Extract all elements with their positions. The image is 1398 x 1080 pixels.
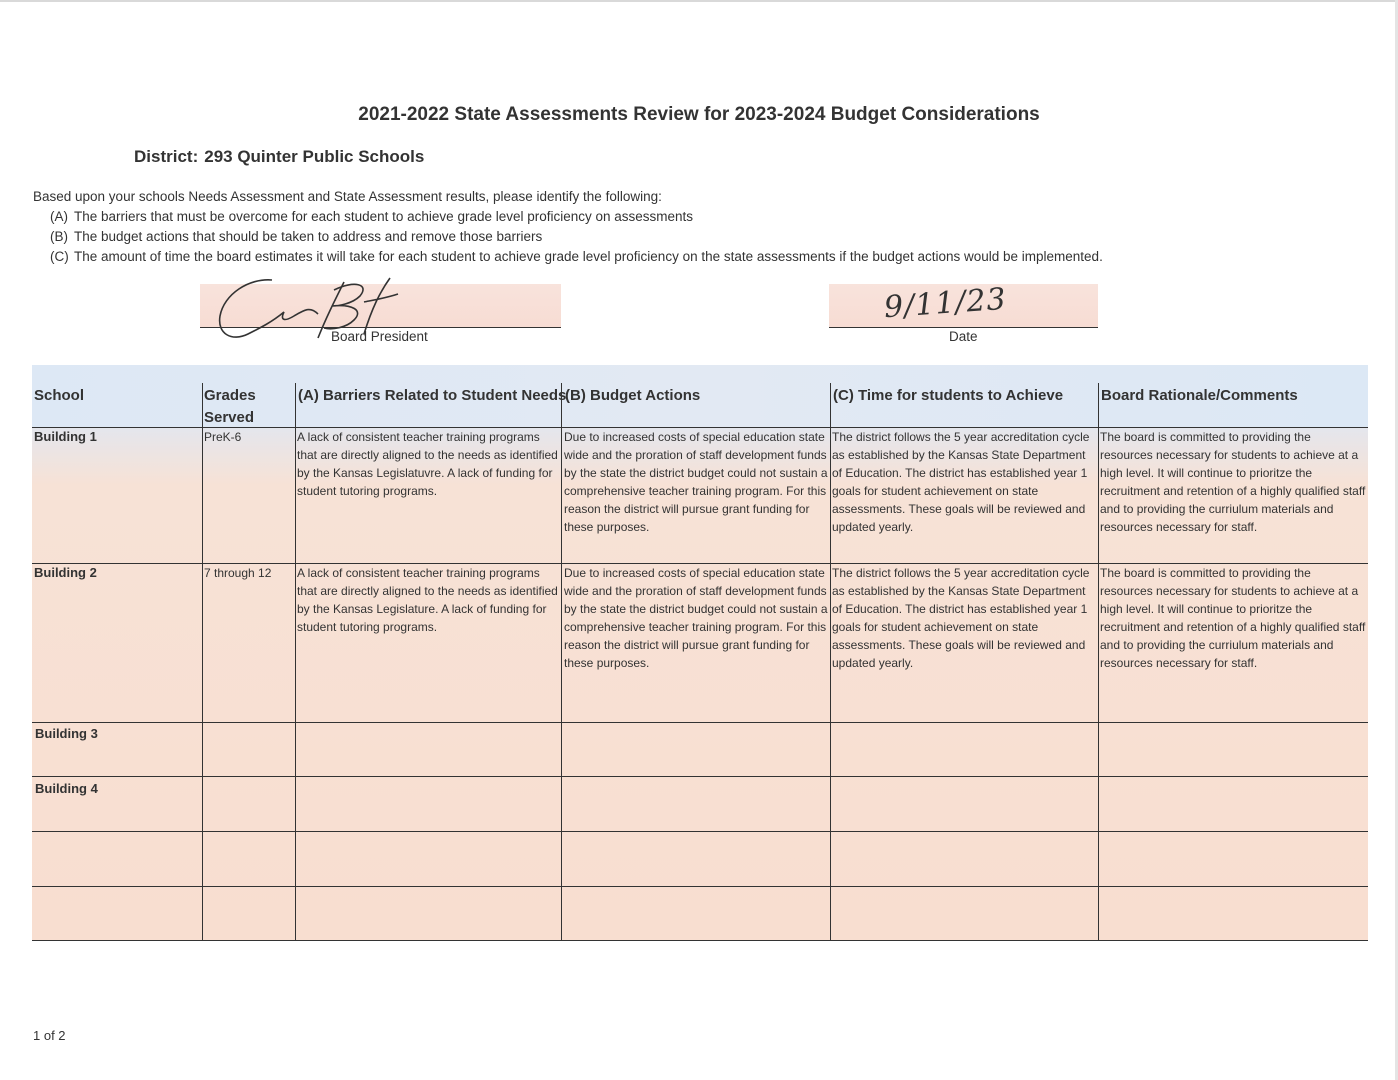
signature-label: Board President bbox=[331, 329, 428, 344]
date-label: Date bbox=[949, 329, 978, 344]
header-time: (C) Time for students to Achieve bbox=[833, 387, 1064, 404]
district-label: District: bbox=[134, 147, 199, 166]
column-divider bbox=[295, 383, 296, 941]
row-budget: Due to increased costs of special education state wide and the proration of staff development funds by the state the district budget could not sustain a comprehensive teacher training program. For this reason the district will pursue grant funding for these purposes. bbox=[564, 566, 828, 670]
row-barriers: A lack of consistent teacher training programs that are directly aligned to the needs as identified by the Kansas Legislature. A lack of funding for student tutoring programs. bbox=[297, 566, 558, 634]
instruction-text: The barriers that must be overcome for each student to achieve grade level proficiency on assessments bbox=[74, 209, 694, 224]
column-divider bbox=[561, 383, 562, 941]
row-grades: 7 through 12 bbox=[204, 566, 272, 580]
row-school: Building 2 bbox=[34, 565, 97, 580]
instruction-item bbox=[33, 247, 1103, 267]
row-budget: Due to increased costs of special education state wide and the proration of staff development funds by the state the district budget could not sustain a comprehensive teacher training program. For this reason the district will pursue grant funding for these purposes. bbox=[564, 430, 828, 534]
row-divider bbox=[32, 722, 1368, 723]
header-budget: (B) Budget Actions bbox=[565, 387, 701, 404]
instruction-text: The amount of time the board estimates it will take for each student to achieve grade level proficiency on the state assessments if the budget actions would be implemented. bbox=[74, 249, 1103, 264]
instruction-item bbox=[33, 227, 1103, 247]
header-barriers: (A) Barriers Related to Student Needs bbox=[298, 387, 567, 404]
instruction-letter: (C) bbox=[50, 249, 69, 264]
instruction-text: The budget actions that should be taken to address and remove those barriers bbox=[74, 229, 543, 244]
page-number: 1 of 2 bbox=[33, 1028, 66, 1043]
instructions-intro: Based upon your schools Needs Assessment and State Assessment results, please identify the following: bbox=[33, 189, 662, 204]
instruction-letter: (A) bbox=[50, 209, 68, 224]
instructions bbox=[33, 187, 1103, 267]
row-school: Building 1 bbox=[34, 429, 97, 444]
row-rationale: The board is committed to providing the resources necessary for students to achieve at a high level. It will continue to prioritze the recruitment and retention of a highly qualified staff and to providing the curriulum materials and resources necessary for staff. bbox=[1100, 566, 1366, 670]
row-time: The district follows the 5 year accreditation cycle as established by the Kansas State Department of Education. The district has established year 1 goals for student achievement on state assessments. These goals will be reviewed and updated yearly. bbox=[832, 430, 1090, 534]
scan-top-edge bbox=[0, 0, 1398, 2]
row-rationale: The board is committed to providing the resources necessary for students to achieve at a high level. It will continue to prioritze the recruitment and retention of a highly qualified staff and to providing the curriulum materials and resources necessary for staff. bbox=[1100, 430, 1366, 534]
row-divider bbox=[32, 886, 1368, 887]
district-name: 293 Quinter Public Schools bbox=[204, 147, 425, 166]
column-divider bbox=[830, 383, 831, 941]
district-line bbox=[134, 147, 430, 167]
instruction-item bbox=[33, 207, 1103, 227]
instruction-letter: (B) bbox=[50, 229, 68, 244]
row-divider bbox=[32, 831, 1368, 832]
row-barriers: A lack of consistent teacher training programs that are directly aligned to the needs as identified by the Kansas Legislatuvre. A lack of funding for student tutoring programs. bbox=[297, 430, 558, 498]
header-grades: Grades Served bbox=[204, 387, 256, 426]
handwritten-date: 9/11/23 bbox=[882, 281, 1008, 326]
row-grades: PreK-6 bbox=[204, 430, 242, 444]
row-school: Building 3 bbox=[35, 726, 98, 741]
header-rationale: Board Rationale/Comments bbox=[1101, 387, 1298, 404]
document-title: 2021-2022 State Assessments Review for 2023-2024 Budget Considerations bbox=[358, 104, 1040, 125]
row-school: Building 4 bbox=[35, 781, 98, 796]
header-school: School bbox=[34, 387, 85, 404]
row-divider bbox=[32, 940, 1368, 941]
column-divider bbox=[202, 383, 203, 941]
row-divider bbox=[32, 776, 1368, 777]
row-time: The district follows the 5 year accreditation cycle as established by the Kansas State Department of Education. The district has established year 1 goals for student achievement on state assessments. These goals will be reviewed and updated yearly. bbox=[832, 566, 1090, 670]
column-divider bbox=[1098, 383, 1099, 941]
